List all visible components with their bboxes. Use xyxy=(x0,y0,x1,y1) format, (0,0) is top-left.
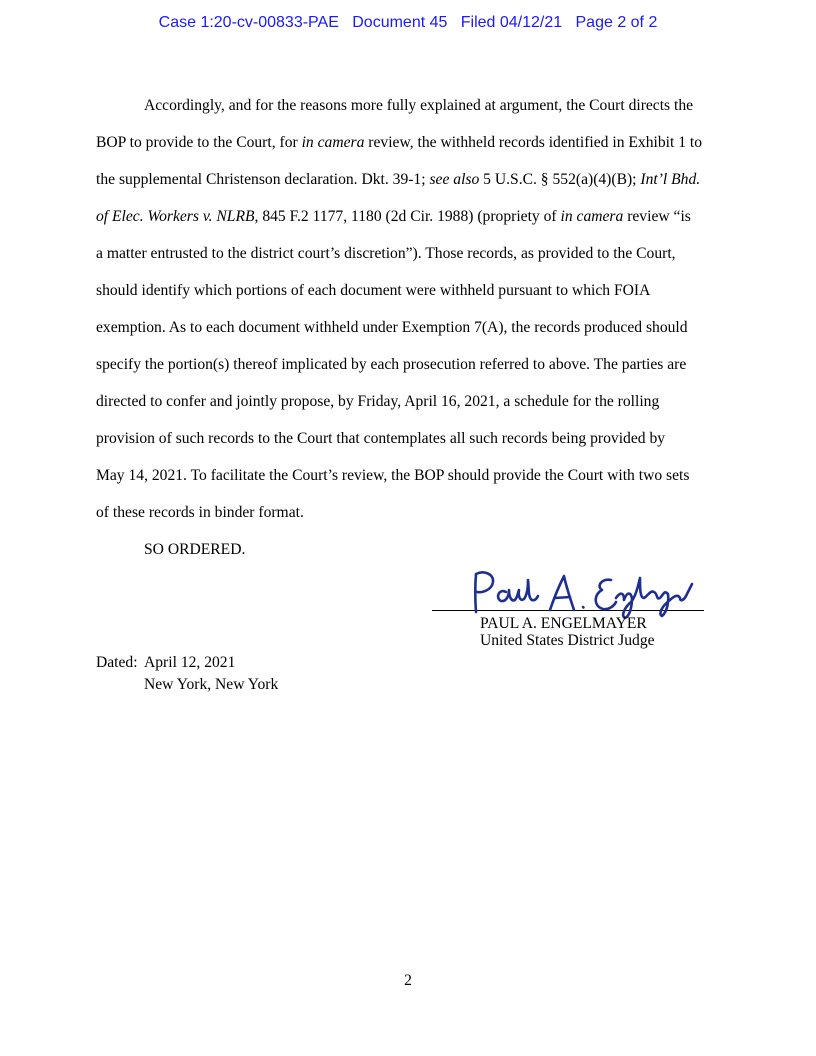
text: BOP to provide to the Court, for xyxy=(96,134,302,151)
italic-text: of Elec. Workers v. NLRB xyxy=(96,208,255,225)
body-line-11: May 14, 2021. To facilitate the Court’s review, the BOP should provide the Court with two sets xyxy=(96,467,690,484)
body-line-6: should identify which portions of each document were withheld pursuant to which FOIA xyxy=(96,282,651,299)
text: 5 U.S.C. § 552(a)(4)(B); xyxy=(479,171,641,188)
ecf-header xyxy=(0,14,816,32)
page-count: Page 2 of 2 xyxy=(575,14,658,31)
dated-label: Dated: xyxy=(96,654,138,671)
so-ordered: SO ORDERED. xyxy=(144,541,246,558)
dated-date: April 12, 2021 xyxy=(144,654,236,671)
handwritten-signature xyxy=(466,568,696,620)
body-line-2 xyxy=(96,133,702,153)
signer-name: PAUL A. ENGELMAYER xyxy=(480,615,647,632)
body-line-7: exemption. As to each document withheld under Exemption 7(A), the records produced should xyxy=(96,319,688,336)
italic-text: see also xyxy=(429,171,480,188)
text: review, the withheld records identified in Exhibit 1 to xyxy=(364,134,703,151)
text: review “is xyxy=(623,208,691,225)
text: , 845 F.2 1177, 1180 (2d Cir. 1988) (propriety of xyxy=(254,208,561,225)
body-line-3 xyxy=(96,170,700,190)
italic-text: in camera xyxy=(301,134,365,151)
italic-text: in camera xyxy=(560,208,624,225)
body-line-10: provision of such records to the Court that contemplates all such records being provided by xyxy=(96,430,666,447)
document-number: Document 45 xyxy=(352,14,448,31)
page-number: 2 xyxy=(404,972,412,989)
body-line-1: Accordingly, and for the reasons more fully explained at argument, the Court directs the xyxy=(144,97,694,114)
signer-title: United States District Judge xyxy=(480,632,655,649)
body-line-5: a matter entrusted to the district court’s discretion”). Those records, as provided to the Court, xyxy=(96,245,676,262)
body-line-9: directed to confer and jointly propose, by Friday, April 16, 2021, a schedule for the rolling xyxy=(96,393,660,410)
body-line-8: specify the portion(s) thereof implicated by each prosecution referred to above. The parties are xyxy=(96,356,687,373)
case-number: Case 1:20-cv-00833-PAE xyxy=(158,14,339,31)
italic-text: Int’l Bhd. xyxy=(640,171,701,188)
dated-place: New York, New York xyxy=(144,676,279,693)
text: the supplemental Christenson declaration. Dkt. 39-1; xyxy=(96,171,430,188)
dated-line xyxy=(96,653,236,673)
filed-date: Filed 04/12/21 xyxy=(460,14,563,31)
body-line-4 xyxy=(96,207,691,227)
body-line-12: of these records in binder format. xyxy=(96,504,304,521)
